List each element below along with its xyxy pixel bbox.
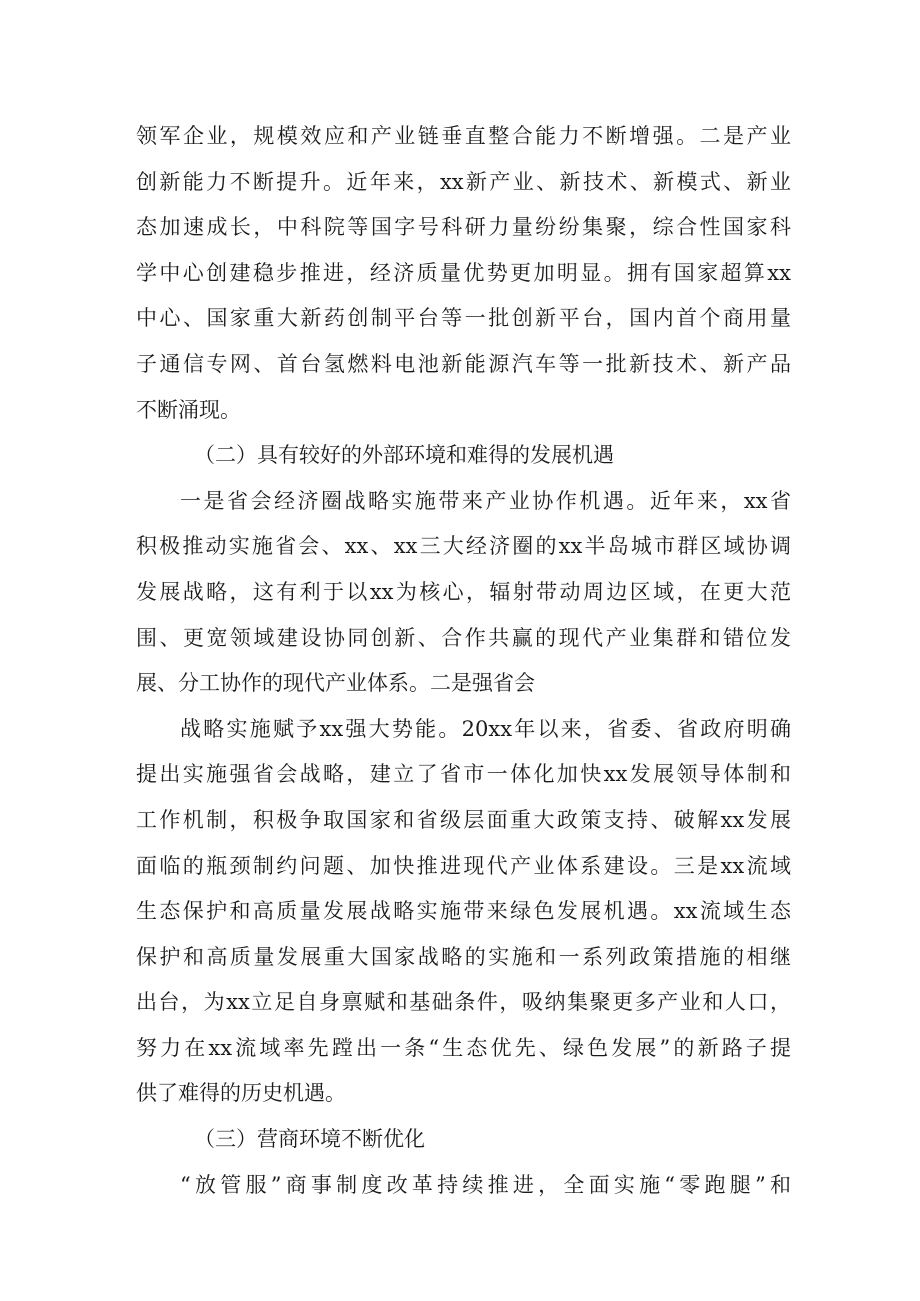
body-line: 保护和高质量发展重大国家战略的实施和一系列政策措施的相继 [136,944,791,969]
body-line-last: 不断涌现。 [136,397,241,422]
body-line: 围、更宽领域建设协同创新、合作共赢的现代产业集群和错位发 [136,625,791,650]
body-line-last: 展、分工协作的现代产业体系。二是强省会 [136,671,535,696]
body-line: 学中心创建稳步推进，经济质量优势更加明显。拥有国家超算xx [136,260,791,285]
paragraph-first-line: 战略实施赋予xx强大势能。20xx年以来，省委、省政府明确 [180,716,791,741]
body-line: 领军企业，规模效应和产业链垂直整合能力不断增强。二是产业 [136,124,791,148]
body-line: 中心、国家重大新药创制平台等一批创新平台，国内首个商用量 [136,306,791,331]
body-line: 出台，为xx立足自身禀赋和基础条件，吸纳集聚更多产业和人口， [136,990,791,1015]
body-line: 发展战略，这有利于以xx为核心，辐射带动周边区域，在更大范 [136,579,791,604]
body-line: 积极推动实施省会、xx、xx三大经济圈的xx半岛城市群区域协调 [136,534,791,559]
section-heading: （二）具有较好的外部环境和难得的发展机遇 [194,443,614,468]
paragraph-first-line: “放管服”商事制度改革持续推进，全面实施“零跑腿”和 [180,1172,791,1197]
body-line: 生态保护和高质量发展战略实施带来绿色发展机遇。xx流域生态 [136,899,791,924]
body-line: 面临的瓶颈制约问题、加快推进现代产业体系建设。三是xx流域 [136,853,791,878]
section-heading: （三）营商环境不断优化 [194,1127,425,1152]
paragraph-first-line: 一是省会经济圈战略实施带来产业协作机遇。近年来，xx省 [180,488,791,513]
body-line: 工作机制，积极争取国家和省级层面重大政策支持、破解xx发展 [136,807,791,832]
body-line: 子通信专网、首台氢燃料电池新能源汽车等一批新技术、新产品 [136,351,791,376]
body-line: 创新能力不断提升。近年来，xx新产业、新技术、新模式、新业 [136,169,791,194]
document-body [136,114,791,1208]
body-line-last: 供了难得的历史机遇。 [136,1081,346,1106]
body-line: 提出实施强省会战略，建立了省市一体化加快xx发展领导体制和 [136,762,791,787]
body-line: 态加速成长，中科院等国字号科研力量纷纷集聚，综合性国家科 [136,215,791,240]
body-line: 努力在xx流域率先蹚出一条“生态优先、绿色发展”的新路子提 [136,1035,791,1060]
